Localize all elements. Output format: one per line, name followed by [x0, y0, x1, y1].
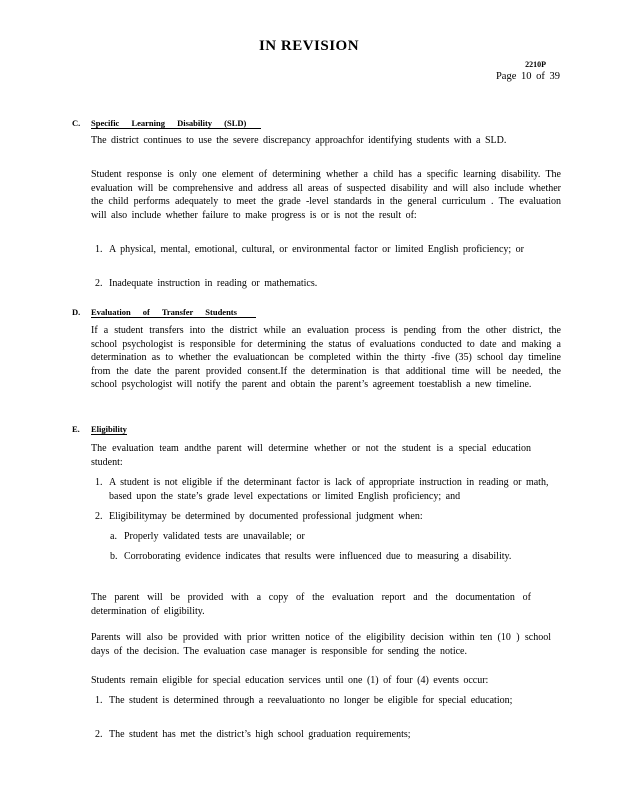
list-item-text: Inadequate instruction in reading or mathematics.	[109, 278, 318, 289]
page-number: Page 10 of 39	[495, 71, 560, 82]
section-e-paragraph-1: The evaluation team andthe parent will determine whether or not the student is a special education student:	[91, 443, 531, 468]
list-item-number: 1.	[95, 695, 103, 706]
list-item-text: A student is not eligible if the determinant factor is lack of appropriate instruction in reading or math, based upon the state’s grade level expectations or limited English proficiency; and	[109, 477, 549, 502]
section-e-heading: Eligibility	[91, 424, 127, 434]
section-d-letter: D.	[72, 307, 81, 317]
list-item-number: 2.	[95, 511, 103, 522]
page-title: IN REVISION	[258, 38, 360, 54]
section-d-paragraph-1: If a student transfers into the district while an evaluation process is pending from the other district, the school psychologist is responsible for determining the status of evaluations conducted to date and making a determination as to whether the evaluationcan be completed within the thirty -five (35) school day timeline from the date the parent provided consent.If the determination is that additional time will be needed, the school psychologist will notify the parent and obtain the parent’s agreement toestablish a new timeline.	[91, 325, 561, 390]
section-e-eligibility-item-1	[91, 694, 529, 708]
subitem-text: Properly validated tests are unavailable; or	[124, 531, 305, 542]
section-c-heading: Specific Learning Disability (SLD)	[91, 118, 261, 129]
section-d-heading: Evaluation of Transfer Students	[91, 307, 256, 318]
section-c-paragraph-2: Student response is only one element of determining whether a child has a specific learning disability. The evaluation will be comprehensive and address all areas of suspected disability and will also include whether the child performs adequately to meet the grade -level standards in the general curriculum . The evaluation will also include whether failure to make progress is or is not the result of:	[91, 169, 561, 221]
section-e-subitem-a	[110, 530, 544, 544]
section-e-list-item-2	[91, 510, 559, 524]
section-e-subitem-b	[110, 550, 544, 564]
list-item-number: 1.	[95, 244, 103, 255]
list-item-number: 2.	[95, 729, 103, 740]
document-number: 2210P	[525, 60, 546, 69]
list-item-number: 2.	[95, 278, 103, 289]
list-item-text: Eligibilitymay be determined by documented professional judgment when:	[109, 511, 423, 522]
subitem-letter: a.	[110, 531, 117, 542]
section-e-paragraph-3: Parents will also be provided with prior written notice of the eligibility decision within ten (10 ) school days of the decision. The evaluation case manager is responsible for sending the notice.	[91, 632, 551, 657]
section-e-eligibility-item-2	[91, 728, 559, 742]
section-e-paragraph-4: Students remain eligible for special education services until one (1) of four (4) events occur:	[91, 675, 489, 686]
section-c-list-item-1	[91, 243, 529, 257]
section-c-letter: C.	[72, 118, 81, 128]
section-e-paragraph-2: The parent will be provided with a copy of the evaluation report and the documentation of determination of eligibility.	[91, 592, 531, 617]
subitem-text: Corroborating evidence indicates that results were influenced due to measuring a disability.	[124, 551, 512, 562]
list-item-text: A physical, mental, emotional, cultural, or environmental factor or limited English proficiency; or	[109, 244, 525, 255]
section-c-paragraph-1: The district continues to use the severe discrepancy approachfor identifying students with a SLD.	[91, 135, 507, 146]
section-c-list-item-2	[91, 277, 559, 291]
list-item-text: The student has met the district’s high school graduation requirements;	[109, 729, 411, 740]
section-e-letter: E.	[72, 424, 80, 434]
list-item-number: 1.	[95, 477, 103, 488]
subitem-letter: b.	[110, 551, 118, 562]
section-e-list-item-1	[91, 476, 561, 503]
list-item-text: The student is determined through a reevaluationto no longer be eligible for special education;	[109, 695, 513, 706]
